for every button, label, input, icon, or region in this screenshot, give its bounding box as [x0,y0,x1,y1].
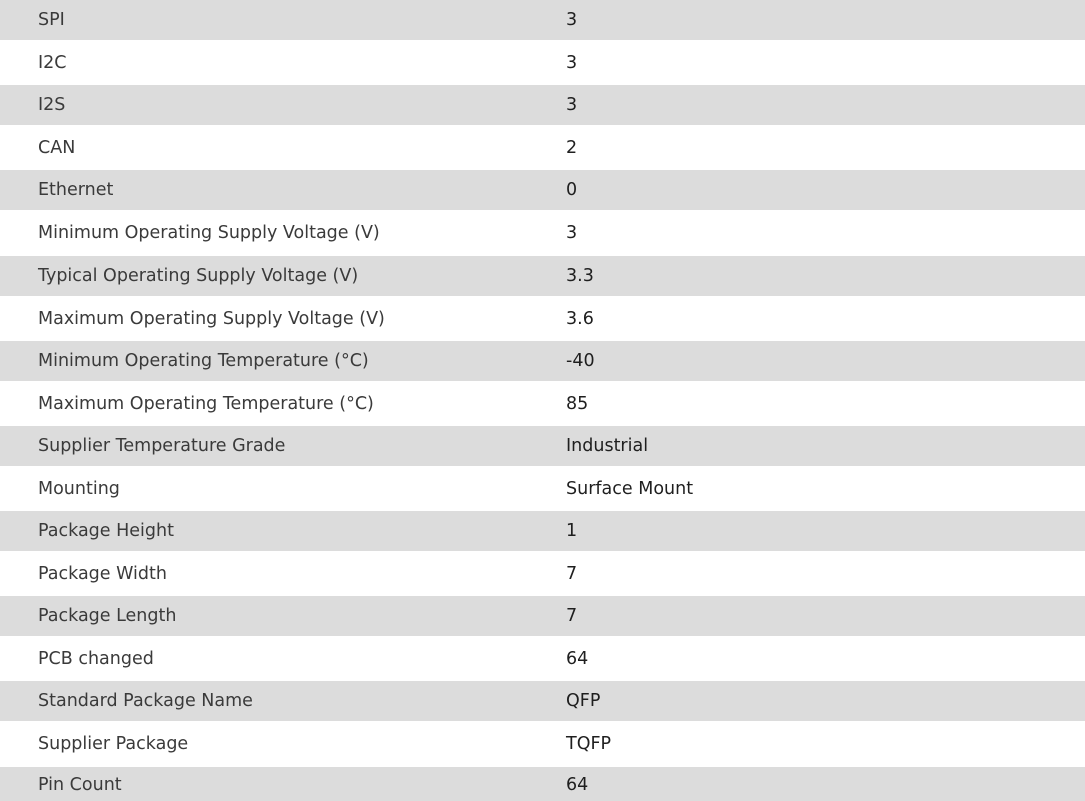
spec-value: -40 [566,351,595,371]
table-row [0,551,1085,596]
spec-label: I2C [38,52,67,73]
spec-value: 3 [566,10,578,30]
spec-label: Supplier Package [38,734,189,754]
spec-label: CAN [38,137,76,158]
table-row [0,0,1085,40]
spec-label: Package Height [38,521,174,541]
spec-value: QFP [566,691,601,711]
spec-label: Maximum Operating Temperature (°C) [38,393,374,414]
table-row [0,40,1085,85]
spec-value: 7 [566,563,578,584]
table-row [0,636,1085,681]
table-row [0,85,1085,125]
spec-value: 3 [566,95,578,115]
table-row [0,511,1085,551]
table-row [0,466,1085,511]
table-row [0,426,1085,466]
table-row [0,170,1085,210]
spec-label: Ethernet [38,180,114,200]
spec-value: 7 [566,606,578,626]
spec-label: Maximum Operating Supply Voltage (V) [38,308,385,329]
spec-value: 3 [566,52,578,73]
spec-value: 3 [566,223,578,243]
spec-value: Surface Mount [566,478,694,499]
table-row [0,256,1085,296]
spec-label: SPI [38,10,65,30]
spec-value: 3.6 [566,308,594,329]
spec-label: PCB changed [38,648,154,669]
spec-value: 0 [566,180,578,200]
spec-value: 1 [566,521,578,541]
spec-label: Typical Operating Supply Voltage (V) [38,266,359,286]
spec-value: Industrial [566,436,649,456]
spec-value: TQFP [566,734,612,754]
table-row [0,681,1085,721]
spec-label: Mounting [38,478,120,499]
table-row [0,125,1085,170]
table-row [0,596,1085,636]
table-row [0,341,1085,381]
spec-value: 3.3 [566,266,594,286]
table-row [0,381,1085,426]
spec-label: I2S [38,95,66,115]
spec-label: Pin Count [38,775,122,795]
table-row [0,210,1085,256]
spec-label: Package Width [38,563,167,584]
spec-value: 64 [566,775,589,795]
table-row [0,296,1085,341]
spec-value: 64 [566,648,589,669]
spec-label: Minimum Operating Supply Voltage (V) [38,223,380,243]
spec-label: Standard Package Name [38,691,253,711]
spec-value: 2 [566,137,578,158]
table-row [0,767,1085,801]
spec-value: 85 [566,393,589,414]
table-row [0,721,1085,767]
spec-label: Supplier Temperature Grade [38,436,286,456]
spec-label: Minimum Operating Temperature (°C) [38,351,369,371]
spec-label: Package Length [38,606,177,626]
